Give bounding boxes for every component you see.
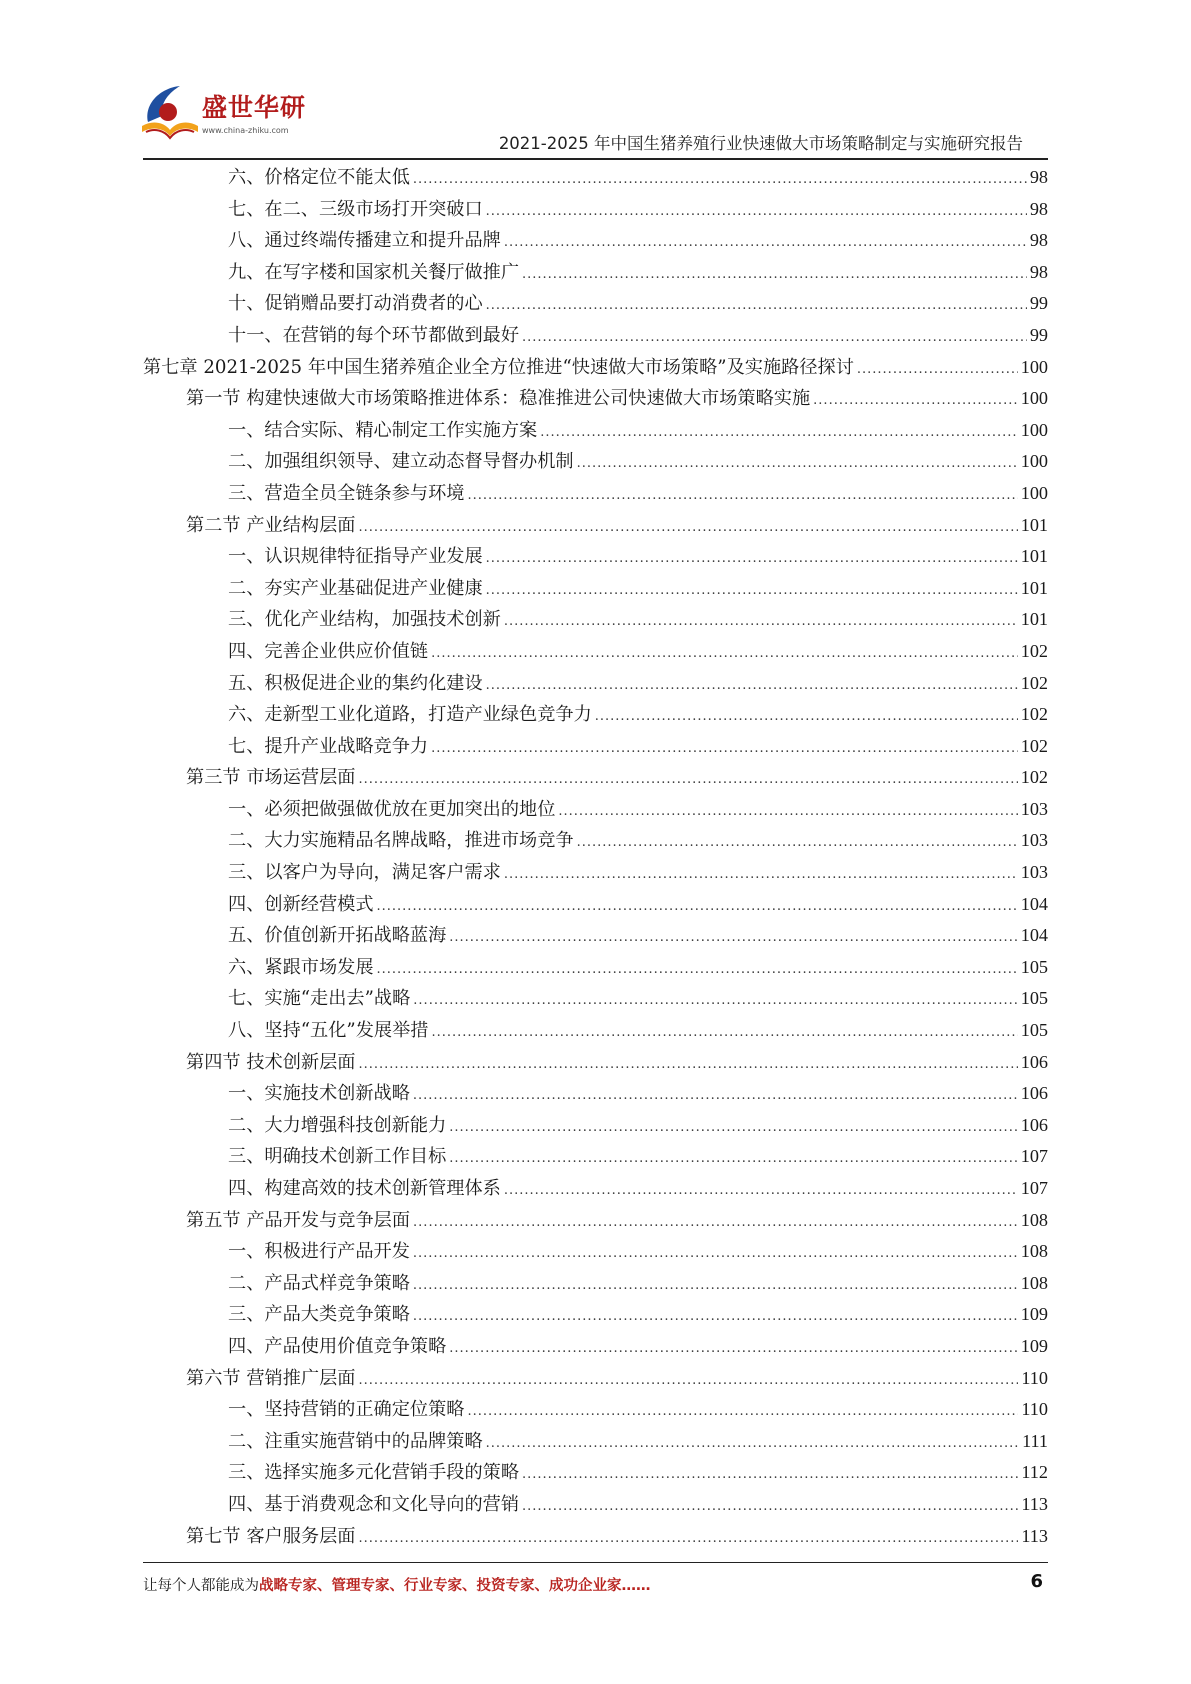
toc-entry-label: 三、产品大类竞争策略: [228, 1304, 410, 1326]
toc-entry-label: 二、大力增强科技创新能力: [228, 1114, 447, 1136]
toc-subsection-entry[interactable]: [143, 668, 1048, 700]
footer-slogan: [143, 1574, 651, 1595]
toc-dot-leader: [577, 827, 1018, 859]
toc-entry-page: 106: [1020, 1051, 1048, 1072]
toc-entry-page: 108: [1020, 1209, 1048, 1230]
toc-subsection-entry[interactable]: [143, 1268, 1048, 1300]
toc-subsection-entry[interactable]: [143, 1489, 1048, 1521]
toc-entry-label: 四、完善企业供应价值链: [228, 640, 429, 662]
toc-entry-page: 102: [1020, 672, 1048, 693]
toc-subsection-entry[interactable]: [143, 1457, 1048, 1489]
toc-section-entry[interactable]: [143, 1521, 1048, 1553]
toc-entry-page: 109: [1020, 1335, 1048, 1356]
toc-entry-label: 第七章 2021-2025 年中国生猪养殖企业全方位推进“快速做大市场策略”及实施路径探讨: [143, 356, 854, 378]
toc-section-entry[interactable]: [143, 1363, 1048, 1395]
toc-dot-leader: [413, 1080, 1018, 1112]
toc-entry-label: 二、夯实产业基础促进产业健康: [228, 577, 483, 599]
toc-entry-label: 第六节 营销推广层面: [186, 1367, 356, 1389]
toc-entry-page: 101: [1020, 546, 1048, 567]
toc-entry-label: 二、大力实施精品名牌战略，推进市场竞争: [228, 830, 574, 852]
toc-entry-label: 七、实施“走出去”战略: [228, 988, 411, 1010]
toc-entry-page: 106: [1020, 1114, 1048, 1135]
toc-dot-leader: [540, 417, 1018, 449]
toc-entry-label: 四、创新经营模式: [228, 893, 374, 915]
toc-dot-leader: [522, 1459, 1018, 1491]
toc-dot-leader: [431, 733, 1018, 765]
toc-dot-leader: [358, 1049, 1017, 1081]
table-of-contents: [143, 162, 1048, 1552]
toc-dot-leader: [413, 1238, 1018, 1270]
toc-entry-page: 105: [1020, 988, 1048, 1009]
toc-dot-leader: [595, 701, 1018, 733]
toc-subsection-entry[interactable]: [143, 825, 1048, 857]
toc-entry-label: 第二节 产业结构层面: [186, 514, 356, 536]
toc-section-entry[interactable]: [143, 762, 1048, 794]
toc-dot-leader: [358, 512, 1017, 544]
toc-entry-label: 九、在写字楼和国家机关餐厅做推广: [228, 261, 520, 283]
toc-entry-page: 101: [1020, 577, 1048, 598]
toc-entry-label: 二、注重实施营销中的品牌策略: [228, 1430, 483, 1452]
toc-entry-page: 100: [1020, 451, 1048, 472]
toc-entry-page: 102: [1020, 735, 1048, 756]
toc-entry-page: 98: [1029, 198, 1048, 219]
toc-subsection-entry[interactable]: [143, 1299, 1048, 1331]
toc-dot-leader: [486, 543, 1018, 575]
toc-dot-leader: [358, 1365, 1018, 1397]
toc-dot-leader: [413, 1207, 1018, 1239]
toc-dot-leader: [813, 385, 1018, 417]
toc-dot-leader: [486, 670, 1018, 702]
toc-entry-label: 七、在二、三级市场打开突破口: [228, 198, 483, 220]
toc-subsection-entry[interactable]: [143, 1173, 1048, 1205]
toc-dot-leader: [486, 1428, 1019, 1460]
toc-dot-leader: [431, 1017, 1017, 1049]
toc-section-entry[interactable]: [143, 1047, 1048, 1079]
page-number: 6: [1030, 1571, 1043, 1592]
toc-entry-label: 四、构建高效的技术创新管理体系: [228, 1178, 501, 1199]
toc-entry-page: 104: [1020, 925, 1048, 946]
report-title: 2021-2025 年中国生猪养殖行业快速做大市场策略制定与实施研究报告: [498, 134, 1023, 153]
toc-entry-page: 101: [1020, 514, 1048, 535]
toc-entry-label: 第一节 构建快速做大市场策略推进体系：稳准推进公司快速做大市场策略实施: [186, 388, 811, 410]
toc-dot-leader: [413, 164, 1027, 196]
toc-entry-label: 第四节 技术创新层面: [186, 1051, 356, 1073]
toc-dot-leader: [577, 448, 1018, 480]
toc-entry-page: 112: [1021, 1462, 1048, 1483]
toc-subsection-entry[interactable]: [143, 225, 1048, 257]
toc-entry-page: 99: [1029, 324, 1048, 345]
toc-dot-leader: [413, 1270, 1018, 1302]
toc-entry-label: 三、明确技术创新工作目标: [228, 1146, 447, 1168]
toc-subsection-entry[interactable]: [143, 604, 1048, 636]
toc-entry-label: 第三节 市场运营层面: [186, 767, 356, 789]
toc-dot-leader: [486, 196, 1027, 228]
toc-entry-label: 二、产品式样竞争策略: [228, 1272, 410, 1294]
toc-subsection-entry[interactable]: [143, 320, 1048, 352]
toc-subsection-entry[interactable]: [143, 731, 1048, 763]
toc-entry-page: 113: [1021, 1525, 1048, 1546]
toc-subsection-entry[interactable]: [143, 920, 1048, 952]
toc-entry-page: 103: [1020, 862, 1048, 883]
toc-subsection-entry[interactable]: [143, 1015, 1048, 1047]
toc-entry-label: 五、价值创新开拓战略蓝海: [228, 925, 447, 947]
toc-subsection-entry[interactable]: [143, 573, 1048, 605]
toc-dot-leader: [449, 1333, 1017, 1365]
toc-entry-page: 107: [1020, 1146, 1048, 1167]
toc-subsection-entry[interactable]: [143, 162, 1048, 194]
toc-subsection-entry[interactable]: [143, 288, 1048, 320]
toc-entry-page: 107: [1020, 1178, 1048, 1198]
toc-entry-page: 105: [1020, 1020, 1048, 1041]
toc-dot-leader: [358, 764, 1017, 796]
toc-entry-page: 109: [1020, 1304, 1048, 1325]
toc-subsection-entry[interactable]: [143, 636, 1048, 668]
toc-entry-label: 十、促销赠品要打动消费者的心: [228, 293, 483, 315]
toc-entry-label: 六、走新型工业化道路，打造产业绿色竞争力: [228, 704, 592, 726]
toc-subsection-entry[interactable]: [143, 446, 1048, 478]
toc-subsection-entry[interactable]: [143, 952, 1048, 984]
toc-entry-page: 100: [1020, 482, 1048, 503]
toc-dot-leader: [449, 1143, 1017, 1175]
toc-entry-label: 一、实施技术创新战略: [228, 1083, 410, 1105]
toc-entry-page: 105: [1020, 956, 1048, 977]
toc-dot-leader: [522, 1491, 1018, 1523]
toc-subsection-entry[interactable]: [143, 478, 1048, 510]
toc-entry-page: 98: [1029, 230, 1048, 251]
toc-dot-leader: [522, 259, 1027, 291]
toc-dot-leader: [377, 954, 1018, 986]
toc-entry-page: 108: [1020, 1241, 1048, 1262]
toc-dot-leader: [504, 227, 1027, 259]
toc-entry-page: 106: [1020, 1083, 1048, 1104]
toc-entry-page: 100: [1020, 419, 1048, 440]
toc-entry-page: 108: [1020, 1272, 1048, 1293]
toc-dot-leader: [504, 606, 1018, 638]
toc-entry-label: 七、提升产业战略竞争力: [228, 735, 429, 757]
toc-subsection-entry[interactable]: [143, 1394, 1048, 1426]
toc-subsection-entry[interactable]: [143, 1331, 1048, 1363]
toc-entry-label: 六、紧跟市场发展: [228, 956, 374, 978]
toc-entry-page: 102: [1020, 640, 1048, 661]
toc-subsection-entry[interactable]: [143, 541, 1048, 573]
toc-dot-leader: [449, 1112, 1017, 1144]
toc-dot-leader: [504, 1175, 1018, 1207]
toc-dot-leader: [413, 985, 1017, 1017]
toc-subsection-entry[interactable]: [143, 1141, 1048, 1173]
toc-entry-label: 一、积极进行产品开发: [228, 1241, 410, 1263]
toc-entry-label: 一、坚持营销的正确定位策略: [228, 1399, 465, 1421]
toc-dot-leader: [558, 796, 1017, 828]
toc-dot-leader: [377, 891, 1018, 923]
toc-dot-leader: [486, 575, 1018, 607]
toc-entry-label: 八、通过终端传播建立和提升品牌: [228, 230, 501, 252]
toc-subsection-entry[interactable]: [143, 699, 1048, 731]
toc-entry-page: 100: [1020, 388, 1048, 409]
toc-subsection-entry[interactable]: [143, 1078, 1048, 1110]
toc-dot-leader: [431, 638, 1018, 670]
toc-dot-leader: [504, 859, 1018, 891]
footer-slogan-prefix: 让每个人都能成为: [143, 1578, 259, 1594]
toc-entry-label: 六、价格定位不能太低: [228, 167, 410, 188]
toc-entry-label: 四、产品使用价值竞争策略: [228, 1335, 447, 1357]
toc-dot-leader: [467, 1396, 1018, 1428]
toc-entry-label: 五、积极促进企业的集约化建设: [228, 672, 483, 694]
toc-entry-label: 三、选择实施多元化营销手段的策略: [228, 1462, 520, 1484]
toc-section-entry[interactable]: [143, 1205, 1048, 1237]
toc-entry-label: 第七节 客户服务层面: [186, 1525, 356, 1547]
page-header: [0, 0, 1191, 160]
toc-entry-page: 111: [1022, 1430, 1048, 1451]
toc-dot-leader: [857, 354, 1018, 386]
toc-subsection-entry[interactable]: [143, 857, 1048, 889]
toc-entry-page: 103: [1020, 830, 1048, 851]
toc-dot-leader: [522, 322, 1027, 354]
toc-entry-label: 三、营造全员全链条参与环境: [228, 482, 465, 504]
toc-entry-label: 八、坚持“五化”发展举措: [228, 1020, 429, 1042]
logo-emblem-icon: [140, 82, 202, 146]
logo-url: www.china-zhiku.com: [202, 126, 289, 135]
toc-subsection-entry[interactable]: [143, 415, 1048, 447]
toc-entry-label: 四、基于消费观念和文化导向的营销: [228, 1493, 520, 1515]
toc-dot-leader: [413, 1301, 1018, 1333]
toc-subsection-entry[interactable]: [143, 983, 1048, 1015]
toc-entry-label: 一、结合实际、精心制定工作实施方案: [228, 419, 538, 441]
toc-subsection-entry[interactable]: [143, 257, 1048, 289]
footer-divider: [143, 1562, 1048, 1563]
toc-dot-leader: [449, 922, 1017, 954]
toc-subsection-entry[interactable]: [143, 194, 1048, 226]
toc-entry-page: 99: [1029, 293, 1048, 314]
toc-entry-page: 103: [1020, 798, 1048, 819]
company-logo: [140, 82, 307, 152]
toc-dot-leader: [486, 290, 1027, 322]
toc-entry-page: 110: [1021, 1399, 1048, 1420]
toc-entry-page: 101: [1020, 609, 1048, 630]
logo-name: 盛世华研: [202, 93, 307, 122]
toc-entry-label: 二、加强组织领导、建立动态督导督办机制: [228, 451, 574, 473]
toc-entry-page: 113: [1021, 1493, 1048, 1514]
footer-slogan-emphasis: 战略专家、管理专家、行业专家、投资专家、成功企业家……: [259, 1578, 651, 1594]
toc-subsection-entry[interactable]: [143, 889, 1048, 921]
toc-entry-label: 十一、在营销的每个环节都做到最好: [228, 324, 520, 346]
toc-section-entry[interactable]: [143, 510, 1048, 542]
toc-entry-page: 98: [1029, 261, 1048, 282]
toc-chapter-entry[interactable]: [143, 352, 1048, 384]
toc-entry-label: 三、优化产业结构，加强技术创新: [228, 609, 501, 631]
toc-subsection-entry[interactable]: [143, 1110, 1048, 1142]
toc-entry-page: 110: [1021, 1367, 1048, 1388]
toc-entry-page: 104: [1020, 893, 1048, 914]
toc-subsection-entry[interactable]: [143, 1236, 1048, 1268]
toc-subsection-entry[interactable]: [143, 1426, 1048, 1458]
toc-entry-label: 第五节 产品开发与竞争层面: [186, 1209, 411, 1231]
toc-entry-page: 98: [1029, 167, 1048, 187]
toc-subsection-entry[interactable]: [143, 794, 1048, 826]
toc-entry-label: 三、以客户为导向，满足客户需求: [228, 862, 501, 884]
toc-entry-label: 一、认识规律特征指导产业发展: [228, 546, 483, 568]
toc-dot-leader: [358, 1523, 1018, 1555]
toc-section-entry[interactable]: [143, 383, 1048, 415]
toc-entry-page: 102: [1020, 704, 1048, 725]
header-divider: [143, 158, 1048, 160]
toc-entry-page: 100: [1020, 356, 1048, 377]
toc-entry-label: 一、必须把做强做优放在更加突出的地位: [228, 798, 556, 820]
toc-entry-page: 102: [1020, 767, 1048, 788]
toc-dot-leader: [467, 480, 1017, 512]
